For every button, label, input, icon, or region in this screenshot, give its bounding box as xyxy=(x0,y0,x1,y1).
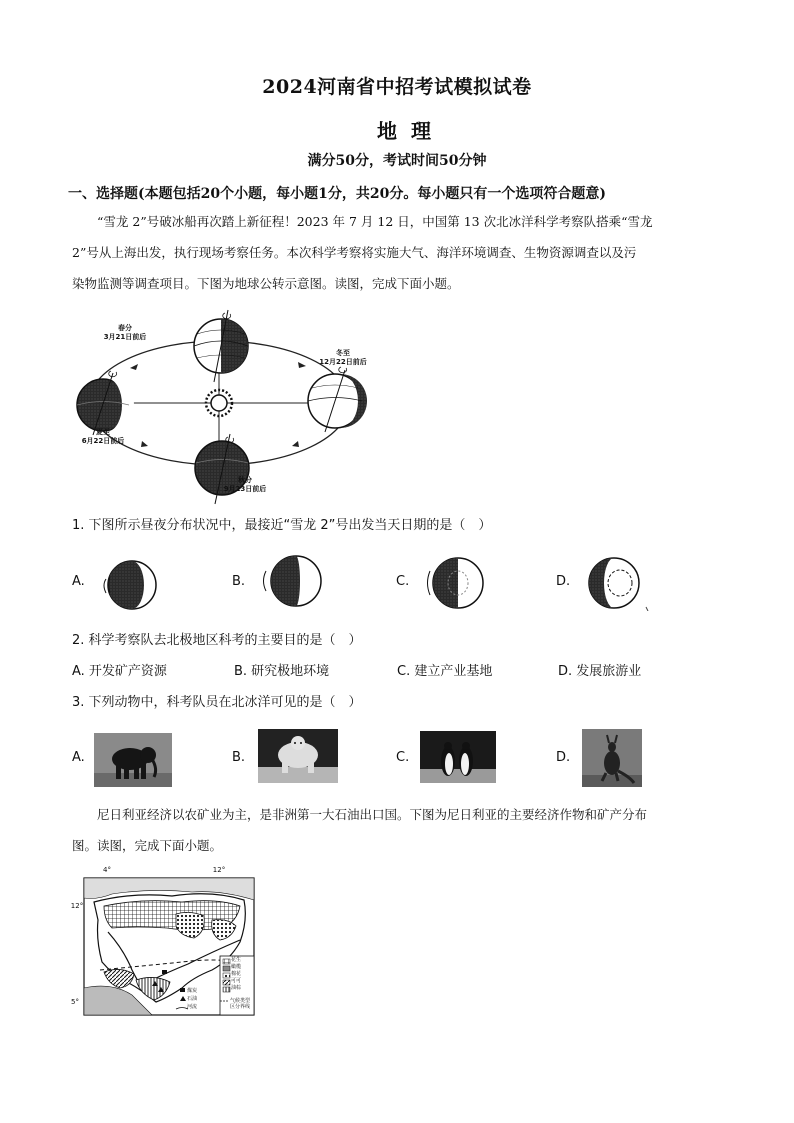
question-2-stem: 2. 科学考察队去北极地区科考的主要目的是（ ） xyxy=(72,633,362,648)
q1-option-a-globe[interactable] xyxy=(98,559,160,611)
q2-option-b[interactable]: B. 研究极地环境 xyxy=(234,664,330,679)
earth-spring-icon xyxy=(194,310,248,382)
orbit-label-spring xyxy=(80,324,170,342)
legend-groundnut: 花生 xyxy=(231,957,242,963)
exam-title: 2024河南省中招考试模拟试卷 xyxy=(262,76,532,98)
earth-summer-icon xyxy=(77,371,134,435)
score-time-line: 满分50分，考试时间50分钟 xyxy=(307,153,487,169)
q3-option-b-label[interactable]: B. xyxy=(232,750,246,765)
coal-symbol xyxy=(162,970,167,974)
q1-option-c-label[interactable]: C. xyxy=(396,574,410,589)
orbit-label-summer xyxy=(58,428,148,446)
q1-option-b-globe[interactable] xyxy=(258,553,324,609)
legend-river: 河流 xyxy=(187,1004,198,1010)
q1-option-d-label[interactable]: D. xyxy=(556,574,571,589)
intro-line: “雪龙 2”号破冰船再次踏上新征程！2023 年 7 月 12 日，中国第 13 次北冰洋科学考察队搭乘“雪龙 xyxy=(97,214,653,229)
q1-option-d-globe[interactable] xyxy=(580,555,650,611)
kangaroo-image[interactable] xyxy=(582,729,642,787)
legend-olive: 橄榄 xyxy=(231,964,242,970)
orbit-arrow xyxy=(130,364,138,370)
legend-coal: 煤炭 xyxy=(187,988,198,994)
map-lon-4: 4° xyxy=(103,866,111,874)
map-legend-symbols xyxy=(187,987,197,1011)
summer-date: 6月22日前后 xyxy=(81,437,125,445)
intro-passage-2 xyxy=(72,799,722,861)
q3-option-d-label[interactable]: D. xyxy=(556,750,571,765)
q3-option-c-label[interactable]: C. xyxy=(396,750,410,765)
legend-oil: 石油 xyxy=(187,996,198,1002)
elephant-image[interactable] xyxy=(94,733,172,787)
q3-option-a-label[interactable]: A. xyxy=(72,750,85,765)
winter-date: 12月22日前后 xyxy=(319,358,367,366)
question-1-stem: 1. 下图所示昼夜分布状况中，最接近“雪龙 2”号出发当天日期的是（ ） xyxy=(72,518,492,533)
autumn-date: 9月23日前后 xyxy=(223,485,267,493)
map-lat-12: 12° xyxy=(70,902,84,910)
intro-line: 尼日利亚经济以农矿业为主，是非洲第一大石油出口国。下图为尼日利亚的主要经济作物和矿产分布 xyxy=(97,807,648,822)
orbit-label-autumn xyxy=(200,476,290,494)
section-heading: 一、选择题(本题包括20个小题，每小题1分，共20分。每小题只有一个选项符合题意) xyxy=(68,186,606,202)
legend-cotton: 棉花 xyxy=(231,971,242,977)
polar-bear-image[interactable] xyxy=(258,729,338,783)
orbit-label-winter xyxy=(298,349,388,367)
intro-line: 染物监测等调查项目。下图为地球公转示意图。读图，完成下面小题。 xyxy=(72,276,460,291)
intro-line: 图。读图，完成下面小题。 xyxy=(72,838,223,853)
orbit-arrow xyxy=(292,441,299,447)
q1-option-a-label[interactable]: A. xyxy=(72,574,85,589)
legend-climate-boundary: 气候类型 区分界线 xyxy=(230,998,251,1010)
intro-passage-1 xyxy=(72,206,722,299)
spring-date: 3月21日前后 xyxy=(103,333,147,341)
winter-name: 冬至 xyxy=(336,349,350,357)
legend-cocoa: 可可 xyxy=(231,978,242,984)
map-lat-5: 5° xyxy=(71,998,79,1006)
summer-name: 夏至 xyxy=(96,428,110,436)
question-3-stem: 3. 下列动物中，科考队员在北冰洋可见的是（ ） xyxy=(72,695,362,710)
earth-winter-icon xyxy=(308,367,367,432)
map-lon-12: 12° xyxy=(212,866,226,874)
autumn-name: 秋分 xyxy=(238,476,252,484)
q1-option-b-label[interactable]: B. xyxy=(232,574,246,589)
q2-option-d[interactable]: D. 发展旅游业 xyxy=(558,664,642,679)
q1-option-c-globe[interactable] xyxy=(420,555,486,611)
q2-option-a[interactable]: A. 开发矿产资源 xyxy=(72,664,167,679)
q2-option-c[interactable]: C. 建立产业基地 xyxy=(397,664,493,679)
subject-title: 地理 xyxy=(377,119,445,143)
penguin-image[interactable] xyxy=(420,731,496,783)
spring-name: 春分 xyxy=(118,324,132,332)
legend-oilpalm: 油棕 xyxy=(231,985,242,991)
map-legend-labels xyxy=(231,957,241,992)
intro-line: 2”号从上海出发，执行现场考察任务。本次科学考察将实施大气、海洋环境调查、生物资源调查以及污 xyxy=(72,245,637,260)
